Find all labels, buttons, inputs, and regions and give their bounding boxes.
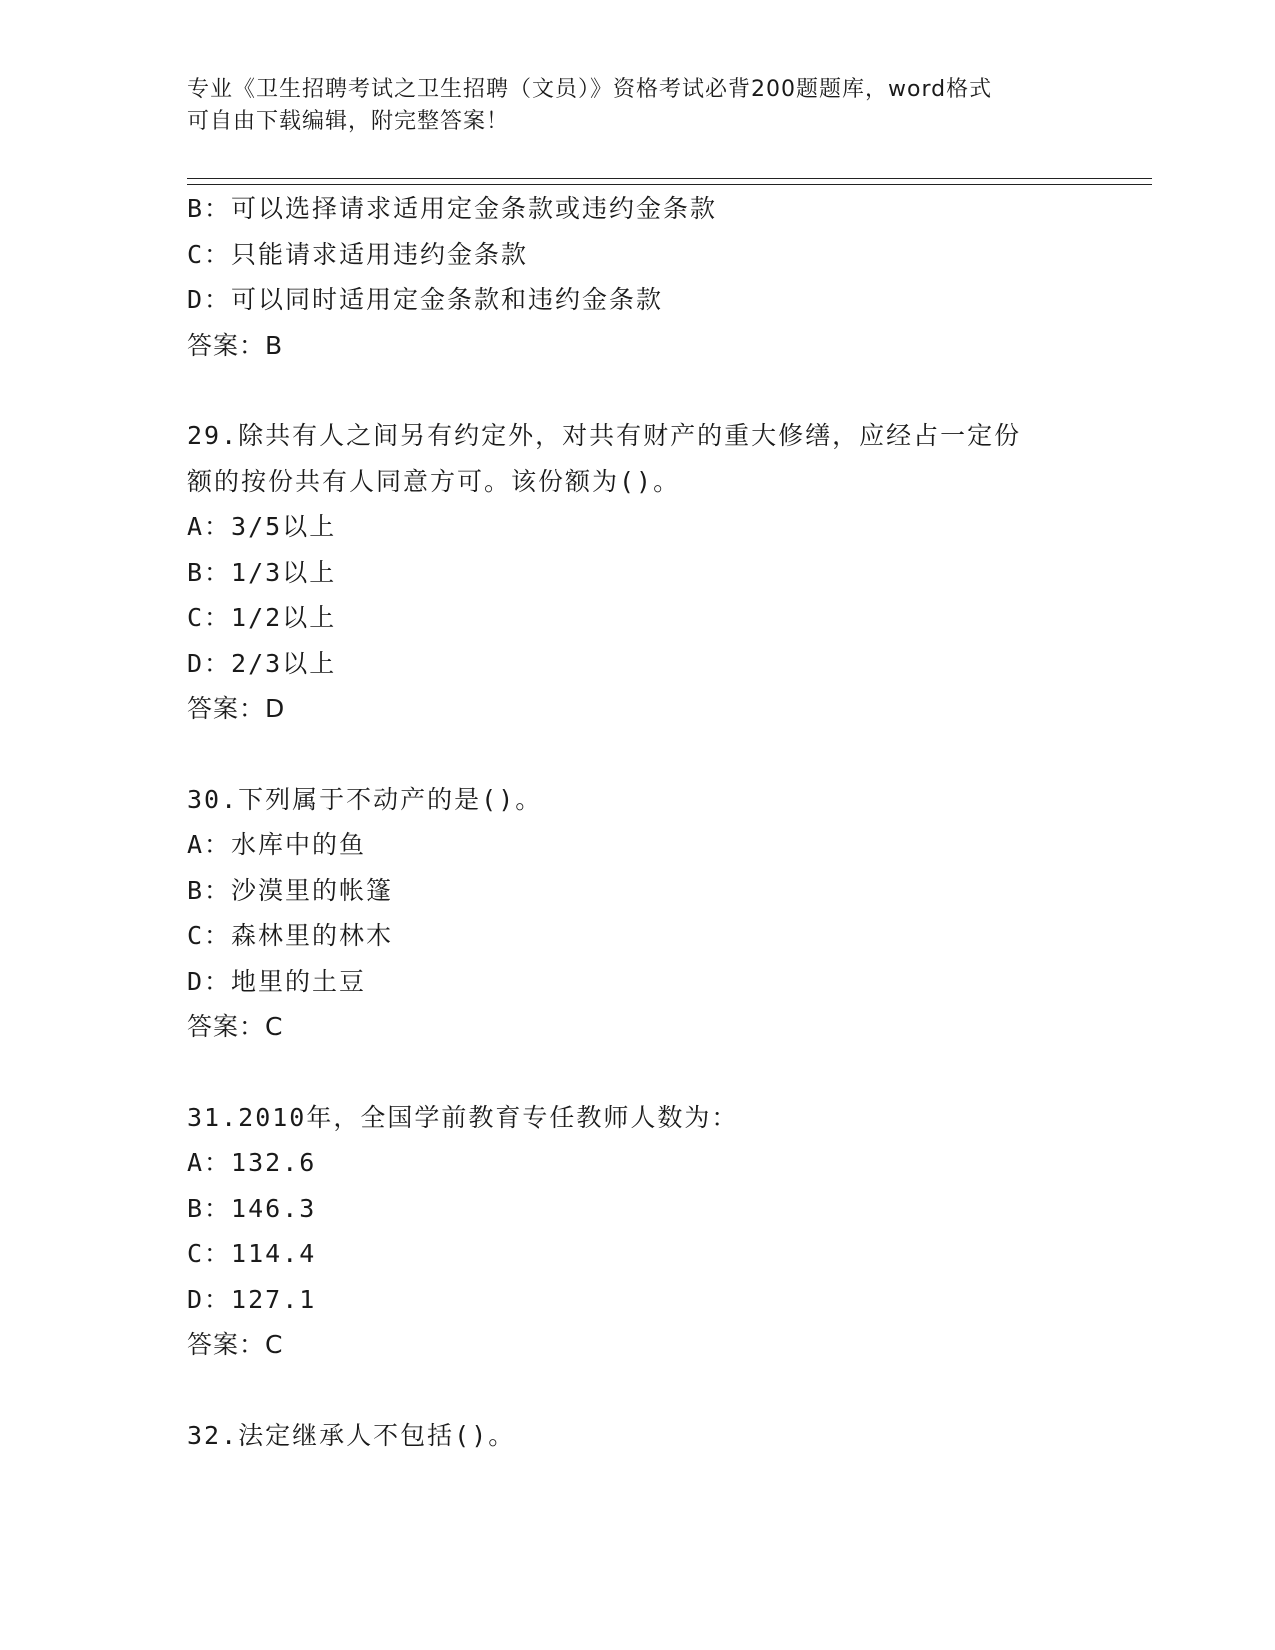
header-title-line-1: 专业《卫生招聘考试之卫生招聘（文员）》资格考试必背200题题库，word格式 <box>187 77 993 102</box>
question-stem: 31.2010年，全国学前教育专任教师人数为： <box>187 1102 739 1132</box>
answer-line: 答案：C <box>187 1012 284 1041</box>
question-32 <box>187 1413 1117 1459</box>
option-d: D：可以同时适用定金条款和违约金条款 <box>187 285 664 314</box>
option-b: B：1/3以上 <box>187 557 337 587</box>
spacer <box>187 1368 1117 1413</box>
question-28-continued <box>187 186 1117 368</box>
spacer <box>187 732 1117 777</box>
spacer <box>187 1050 1117 1095</box>
question-stem: 29.除共有人之间另有约定外，对共有财产的重大修缮，应经占一定份 <box>187 421 1022 450</box>
option-b: B：可以选择请求适用定金条款或违约金条款 <box>187 194 718 223</box>
option-c: C：森林里的林木 <box>187 921 394 950</box>
option-d: D：2/3以上 <box>187 648 337 678</box>
question-stem: 30.下列属于不动产的是()。 <box>187 784 543 814</box>
option-d: D：127.1 <box>187 1284 317 1314</box>
page-header <box>187 74 1087 138</box>
document-body <box>187 186 1117 1458</box>
header-title-line-2: 可自由下载编辑，附完整答案！ <box>187 109 510 134</box>
question-30 <box>187 777 1117 1050</box>
option-d: D：地里的土豆 <box>187 966 367 996</box>
option-b: B：沙漠里的帐篷 <box>187 875 394 905</box>
answer-line: 答案：D <box>187 694 286 723</box>
question-stem-continued: 额的按份共有人同意方可。该份额为()。 <box>187 466 681 496</box>
question-31 <box>187 1095 1117 1368</box>
header-divider <box>187 178 1152 185</box>
option-a: A：水库中的鱼 <box>187 830 367 859</box>
spacer <box>187 368 1117 413</box>
option-c: C：只能请求适用违约金条款 <box>187 239 529 269</box>
answer-line: 答案：C <box>187 1330 284 1359</box>
option-c: C：1/2以上 <box>187 603 337 632</box>
option-a: A：132.6 <box>187 1148 317 1177</box>
option-a: A：3/5以上 <box>187 512 337 541</box>
answer-line: 答案：B <box>187 330 284 360</box>
question-29 <box>187 413 1117 732</box>
option-b: B：146.3 <box>187 1193 317 1223</box>
question-stem: 32.法定继承人不包括()。 <box>187 1420 516 1450</box>
option-c: C：114.4 <box>187 1239 317 1268</box>
